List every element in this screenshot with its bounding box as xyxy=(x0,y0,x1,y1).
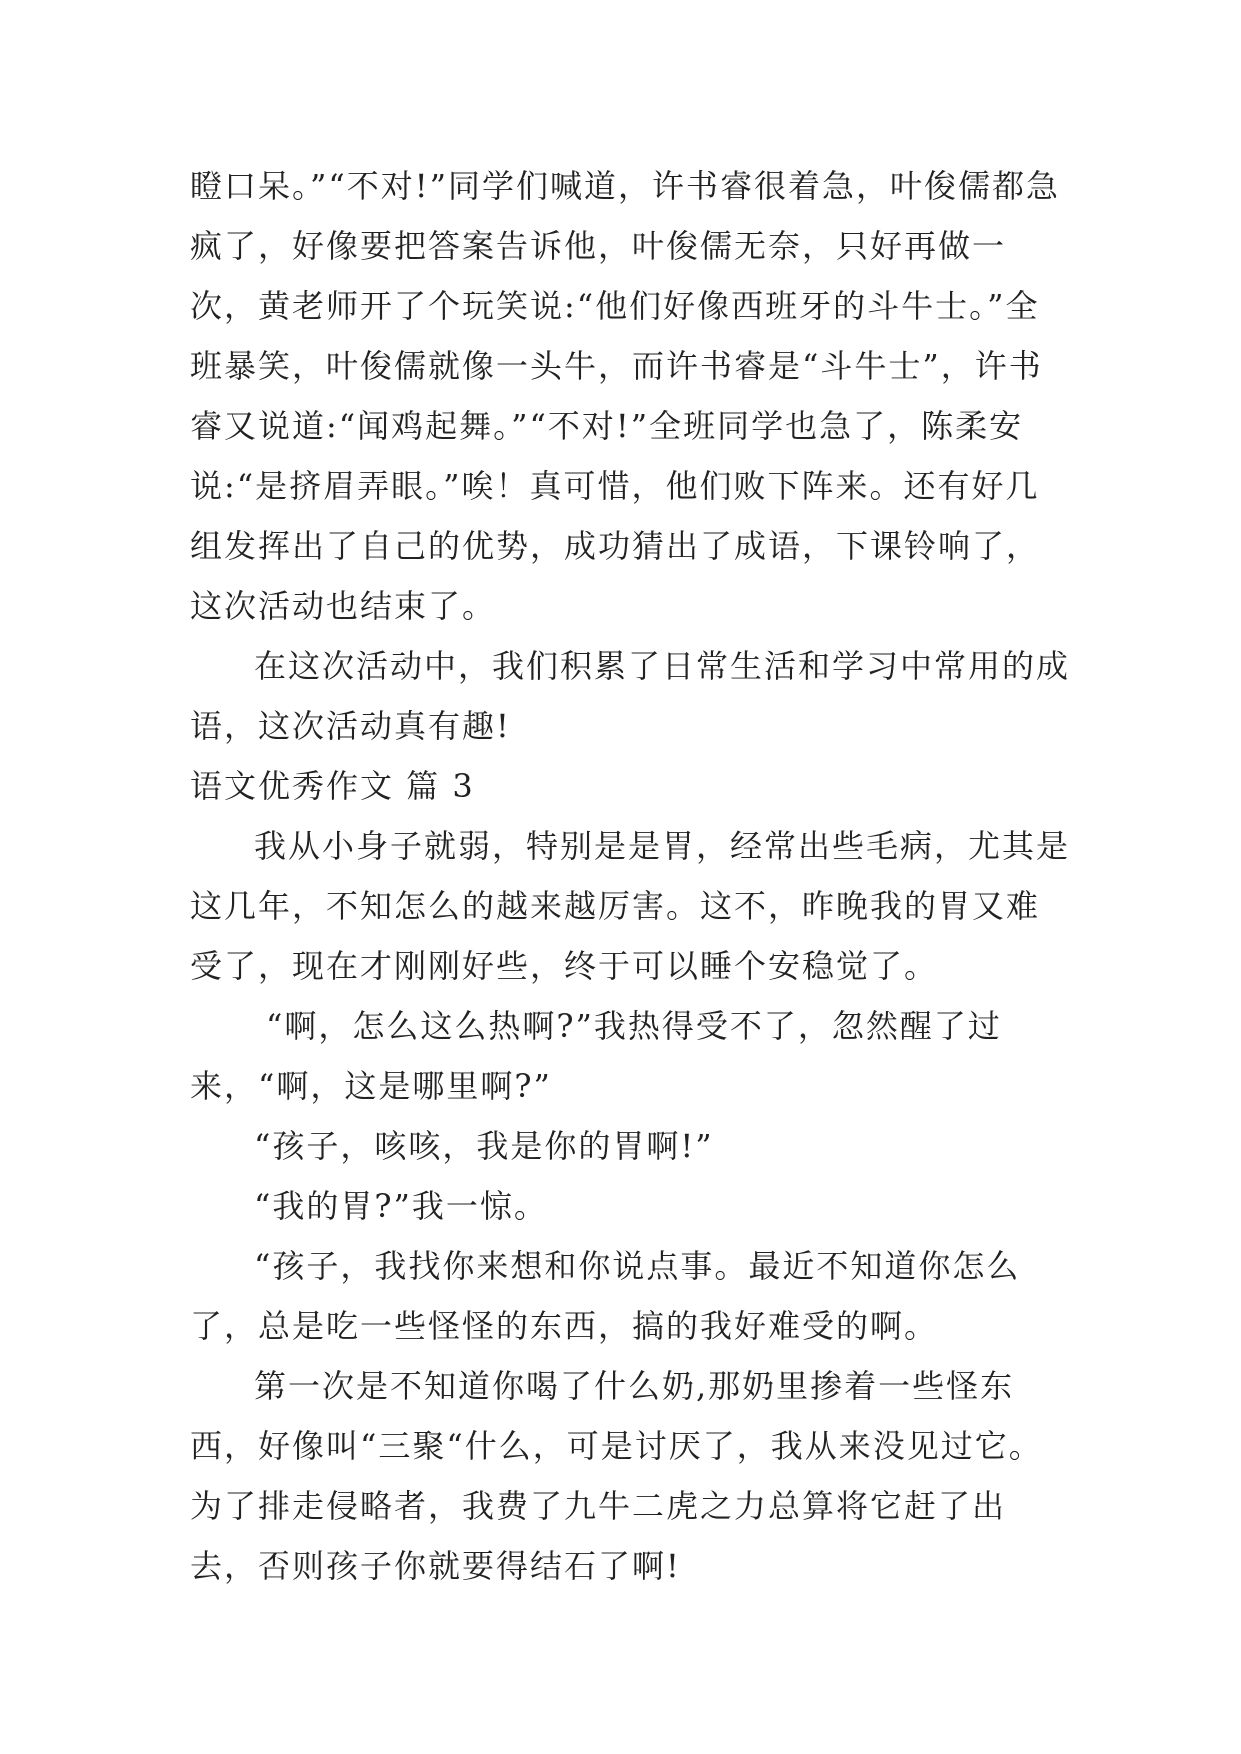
paragraph-story-continuation: 瞪口呆。”“不对!”同学们喊道，许书睿很着急，叶俊儒都急疯了，好像要把答案告诉他，叶俊儒无奈，只好再做一次，黄老师开了个玩笑说:“他们好像西班牙的斗牛士。”全班暴笑，叶俊儒就像一头牛，而许书睿是“斗牛士”，许书睿又说道:“闻鸡起舞。”“不对!”全班同学也急了，陈柔安说:“是挤眉弄眼。”唉！真可惜，他们败下阵来。还有好几组发挥出了自己的优势，成功猜出了成语，下课铃响了，这次活动也结束了。 xyxy=(190,167,1060,625)
document-body xyxy=(190,156,1070,1596)
paragraph-dialogue-4: “孩子，我找你来想和你说点事。最近不知道你怎么了，总是吃一些怪怪的东西，搞的我好难受的啊。 xyxy=(190,1247,1021,1345)
paragraph-first-time: 第一次是不知道你喝了什么奶,那奶里掺着一些怪东西，好像叫“三聚“什么，可是讨厌了，我从来没见过它。为了排走侵略者，我费了九牛二虎之力总算将它赶了出去，否则孩子你就要得结石了啊! xyxy=(190,1367,1043,1585)
paragraph-dialogue-1: “啊，怎么这么热啊?”我热得受不了，忽然醒了过来，“啊，这是哪里啊?” xyxy=(190,1007,1002,1105)
paragraph-intro: 我从小身子就弱，特别是是胃，经常出些毛病，尤其是这几年，不知怎么的越来越厉害。这不，昨晚我的胃又难受了，现在才刚刚好些，终于可以睡个安稳觉了。 xyxy=(190,827,1071,985)
section-heading: 语文优秀作文 篇 3 xyxy=(190,767,475,805)
paragraph-dialogue-3: “我的胃?”我一惊。 xyxy=(254,1187,548,1225)
paragraph-dialogue-2: “孩子，咳咳，我是你的胃啊!” xyxy=(254,1127,714,1165)
paragraph-conclusion: 在这次活动中，我们积累了日常生活和学习中常用的成语，这次活动真有趣! xyxy=(190,647,1071,745)
